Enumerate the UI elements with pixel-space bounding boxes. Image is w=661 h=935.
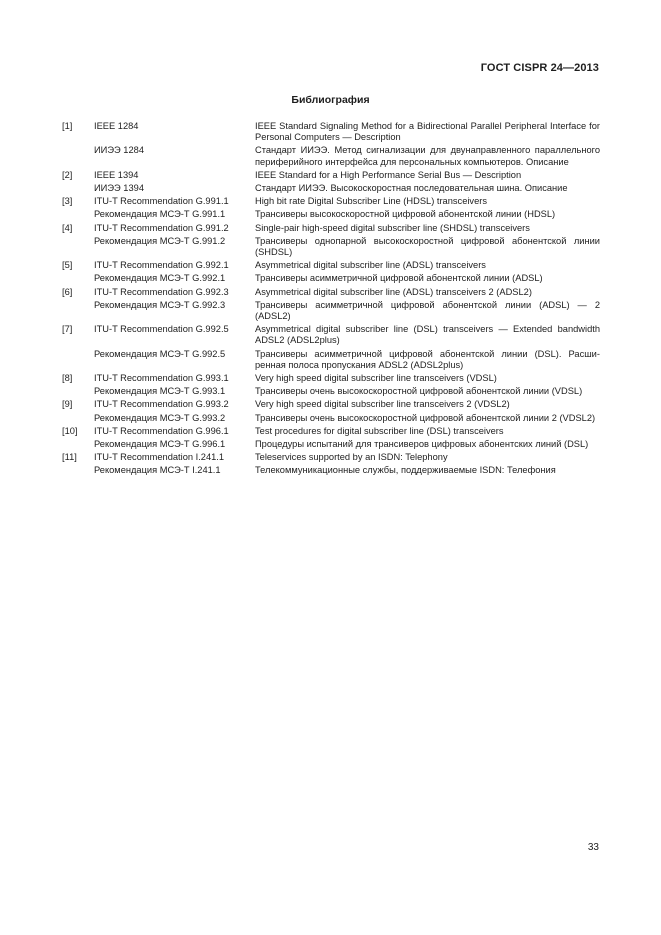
standard-description: Стандарт ИИЭЭ. Метод сигнализации для двунаправленного параллельного периферийного интерфейса для персональных компьютеров. Описание — [255, 145, 600, 167]
entry-number: [3] — [62, 196, 73, 207]
standard-code: Рекомендация МСЭ-Т G.993.1 — [94, 386, 226, 397]
entry-number: [1] — [62, 121, 73, 131]
entry-number: [5] — [62, 260, 73, 271]
bibliography-line — [62, 439, 600, 450]
bibliography-line — [62, 399, 600, 410]
page-number: 33 — [587, 842, 599, 853]
entry-number: [9] — [62, 399, 73, 410]
standard-description: Asymmetrical digital subscriber line (ADSL) transceivers — [255, 260, 486, 271]
standard-code: IEEE 1394 — [94, 169, 139, 180]
page-title: Библиография — [291, 94, 370, 106]
standard-description: Трансиверы однопарной высокоскоростной цифровой абонентской линии (SHDSL) — [255, 235, 600, 258]
bibliography-line — [62, 236, 600, 258]
standard-code: ITU-T Recommendation G.993.2 — [94, 399, 229, 410]
bibliography-entry — [62, 373, 600, 397]
standard-code: ITU-T Recommendation G.992.3 — [94, 286, 229, 297]
standard-description: Трансиверы очень высокоскоростной цифровой абонентской линии (VDSL) — [255, 386, 583, 397]
standard-description: Трансиверы высокоскоростной цифровой абонентской линии (HDSL) — [255, 209, 556, 220]
standard-code: Рекомендация МСЭ-Т G.992.5 — [94, 348, 226, 359]
bibliography-line — [62, 324, 600, 346]
bibliography-line — [62, 223, 600, 234]
bibliography-line — [62, 452, 600, 463]
bibliography-entry — [62, 223, 600, 259]
standard-description: High bit rate Digital Subscriber Line (HDSL) transceivers — [255, 196, 487, 207]
standard-code: Рекомендация МСЭ-Т G.992.3 — [94, 299, 226, 310]
standard-code: ITU-T Recommendation G.993.1 — [94, 373, 229, 384]
standard-description: Single-pair high-speed digital subscriber line (SHDSL) transceivers — [255, 222, 530, 233]
standard-code: ИИЭЭ 1284 — [94, 145, 144, 156]
standard-description: Very high speed digital subscriber line transceivers (VDSL) — [255, 373, 497, 384]
standard-code: Рекомендация МСЭ-Т G.991.2 — [94, 235, 226, 246]
bibliography-line — [62, 386, 600, 397]
standard-description: Трансиверы асимметричной цифровой абонентской линии (DSL). Расширенная полоса пропускания ADSL2 (ADSL2plus) — [255, 348, 600, 370]
bibliography-entry — [62, 196, 600, 220]
standard-description: Asymmetrical digital subscriber line (ADSL) transceivers 2 (ADSL2) — [255, 286, 532, 297]
standard-description: IEEE Standard Signaling Method for a Bidirectional Parallel Peripheral Interface for Personal Computers — Description — [255, 121, 600, 143]
bibliography-line — [62, 273, 600, 284]
bibliography-entry — [62, 426, 600, 450]
entry-number: [4] — [62, 222, 73, 233]
document-header: ГОСТ CISPR 24—2013 — [480, 62, 599, 74]
entry-number: [2] — [62, 169, 73, 180]
bibliography-line — [62, 373, 600, 384]
standard-code: ITU-T Recommendation G.996.1 — [94, 425, 229, 436]
bibliography-line — [62, 196, 600, 207]
standard-code: Рекомендация МСЭ-Т G.996.1 — [94, 439, 226, 450]
bibliography-entry — [62, 287, 600, 323]
standard-description: Test procedures for digital subscriber line (DSL) transceivers — [255, 425, 504, 436]
entry-number: [7] — [62, 324, 73, 335]
standard-code: ITU-T Recommendation G.991.2 — [94, 222, 229, 233]
bibliography-entry — [62, 121, 600, 168]
standard-description: Стандарт ИИЭЭ. Высокоскоростная последовательная шина. Описание — [255, 183, 568, 194]
standard-code: Рекомендация МСЭ-Т G.993.2 — [94, 412, 226, 423]
standard-code: ITU-T Recommendation G.991.1 — [94, 196, 229, 207]
bibliography-line — [62, 426, 600, 437]
bibliography-line — [62, 349, 600, 371]
bibliography-entry — [62, 170, 600, 194]
standard-code: Рекомендация МСЭ-Т I.241.1 — [94, 465, 221, 476]
bibliography-line — [62, 145, 600, 167]
standard-code: Рекомендация МСЭ-Т G.991.1 — [94, 209, 226, 220]
entry-number: [11] — [62, 452, 77, 463]
standard-description: Трансиверы асимметричной цифровой абонентской линии (ADSL) — 2 (ADSL2) — [255, 299, 600, 322]
standard-description: Телекоммуникационные службы, поддерживаемые ISDN: Телефония — [255, 465, 556, 476]
standard-description: Very high speed digital subscriber line transceivers 2 (VDSL2) — [255, 399, 510, 410]
bibliography-line — [62, 170, 600, 181]
bibliography-entry — [62, 399, 600, 423]
entry-number: [10] — [62, 425, 78, 436]
standard-description: Teleservices supported by an ISDN: Telephony — [255, 452, 448, 463]
standard-code: ITU-T Recommendation G.992.1 — [94, 260, 229, 271]
bibliography-line — [62, 287, 600, 298]
standard-description: Asymmetrical digital subscriber line (DSL) transceivers — Extended bandwidth ADSL2 (ADSL2plus) — [255, 324, 600, 346]
standard-description: Трансиверы очень высокоскоростной цифровой абонентской линии 2 (VDSL2) — [255, 412, 596, 423]
standard-code: ITU-T Recommendation I.241.1 — [94, 452, 225, 463]
bibliography-line — [62, 183, 600, 194]
bibliography-line — [62, 209, 600, 220]
standard-code: ИИЭЭ 1394 — [94, 183, 144, 194]
standard-description: Трансиверы асимметричной цифровой абонентской линии (ADSL) — [255, 273, 543, 284]
bibliography-entry — [62, 452, 600, 476]
standard-description: Процедуры испытаний для трансиверов цифровых абонентских линий (DSL) — [255, 439, 589, 450]
bibliography-list — [62, 121, 600, 479]
bibliography-entry — [62, 260, 600, 284]
standard-code: IEEE 1284 — [94, 121, 139, 131]
standard-code: ITU-T Recommendation G.992.5 — [94, 324, 229, 335]
bibliography-line — [62, 465, 600, 476]
bibliography-line — [62, 413, 600, 424]
bibliography-line — [62, 260, 600, 271]
standard-code: Рекомендация МСЭ-Т G.992.1 — [94, 273, 226, 284]
entry-number: [6] — [62, 286, 73, 297]
bibliography-entry — [62, 324, 600, 371]
entry-number: [8] — [62, 373, 73, 384]
standard-description: IEEE Standard for a High Performance Serial Bus — Description — [255, 169, 522, 180]
bibliography-line — [62, 121, 600, 143]
bibliography-line — [62, 300, 600, 322]
